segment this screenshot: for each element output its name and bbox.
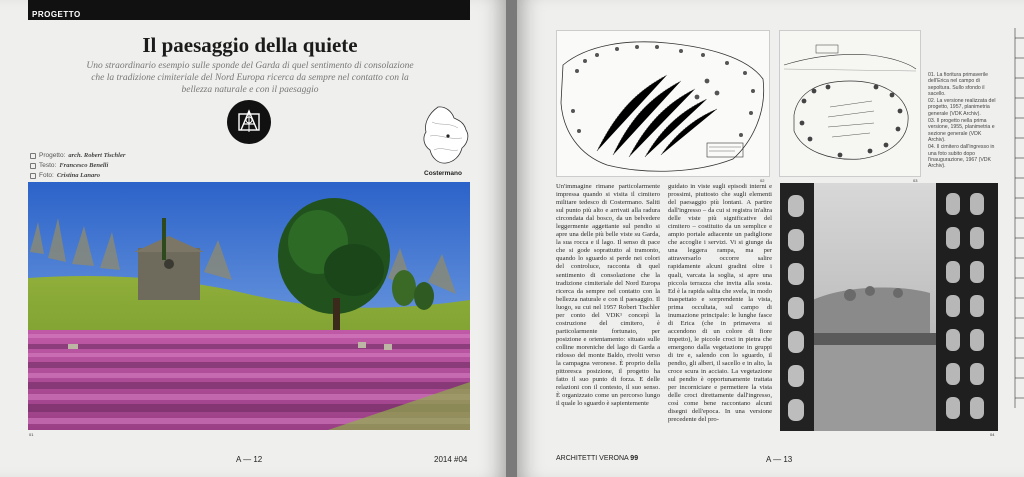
figure-number: 04	[990, 432, 995, 437]
location-map-icon	[418, 104, 472, 166]
credit-label: Foto:	[39, 172, 54, 179]
credit-row	[30, 161, 125, 171]
section-label: PROGETTO	[32, 10, 81, 19]
building-icon	[30, 153, 36, 159]
credit-row	[30, 151, 125, 161]
credit-value: arch. Robert Tischler	[68, 152, 126, 159]
figure-number: 03	[913, 178, 918, 183]
credits-block	[30, 151, 125, 181]
photo-number: 01	[29, 432, 34, 437]
map-label: Costermano	[424, 170, 462, 177]
folio-left: A — 12	[236, 455, 263, 464]
caption: 03. Il progetto nella prima versione, 1955, planimetria e sezione generale (VDK Archiv).	[928, 118, 995, 143]
left-page	[0, 0, 506, 477]
figure-captions	[928, 72, 1000, 170]
caption: 04. Il cimitero dall'ingresso in una foto subito dopo l'inaugurazione, 1967 (VDK Archiv).	[928, 144, 995, 170]
credit-row	[30, 171, 125, 181]
brand-name: ARCHITETTI VERONA	[556, 455, 629, 462]
caption: 02. La versione realizzata del progetto, 1957, planimetria generale (VDK Archiv).	[928, 98, 996, 117]
page-number: 99	[630, 455, 639, 462]
section-bar	[28, 0, 470, 20]
camera-icon	[30, 173, 36, 179]
spine-gutter	[506, 0, 517, 477]
body-column-2: guidato in viste sugli episodi interni e prossimi, piuttosto che sugli elementi del paesaggio più lontani. A partire dall'ingresso – da cui si registra in'altra delle viste più significative del cimitero – costituito da un semplice e ampio portale adiacente un padiglione che accoglie i servizi. Vi si giunge da una leggera rampa, ma per attraversarlo occorre salire rapidamente alcuni gradini oltre i quali, varcata la soglia, si apre una piccola terrazza che invita alla sosta. Ed è la rapida salita che svela, in modo inaspettato e sorprendente la vista, prima occultata, sul campo di inumazione principale: le lunghe fasce di Erica (che in primavera si accendono di un colore di fiore impetto), le piccole croci in pietra che emergono dalla vegetazione in gruppi di tre e, salendo con lo sguardo, il pendio, gli alberi, il sacello e in alto, la croce scura in acciaio. La vegetazione sul pendio è opportunamente trattata per incorniciare e permettere la vista delle croci direttamente dall'ingresso, così come bene raccontano alcuni disegni dell'epoca. In una versione precedente del pro-	[668, 183, 772, 424]
pen-icon	[30, 163, 36, 169]
folio-issue: 2014 #04	[434, 455, 468, 464]
page-edge-ruler	[1007, 28, 1024, 408]
cemetery-color-photo	[28, 182, 470, 430]
folio-right: A — 13	[766, 455, 793, 464]
site-plan-1955	[779, 30, 921, 177]
site-plan-1957	[556, 30, 770, 177]
folio-brand	[556, 455, 638, 462]
credit-value: Cristina Lanaro	[56, 172, 100, 179]
figure-number: 02	[760, 178, 765, 183]
body-column-1: Un'immagine rimane particolarmente impressa quando si visita il cimitero militare tedesco di Costermano. Saliti sul punto più alto e arrivati alla radura circondata dal bosco, da un belvedere leggermente aggettante sul pendio si apre una delle più belle viste su Garda, la sua rocca e il lago. Il senso di pace che si gode soprattutto al tramonto, quando lo sguardo si perde nei colori del controluce, racconta di quel sentimento di consolazione che la tradizione cimiteriale del Nord Europa ricerca da sempre nel contatto con la bellezza naturale e con il paesaggio. Il luogo, su cui nel 1957 Robert Tischler per conto del VDK¹ concepì la costruzione del cimitero, è particolarmente fortunato, per posizione e orientamento: situato sulle colline moreniche del lago di Garda a ridosso del monte Baldo, rivolti verso la campagna veronese. È proprio della pittoresca posizione, il progetto ha fatto il suo punto di forza. E delle relazioni con il contesto, il suo senso. È organizzato come un percorso lungo il quale lo sguardo è sapientemente	[556, 183, 660, 408]
caption: 01. La fioritura primaverile dell'Erica nel campo di sepoltura. Sullo sfondo il sacello.	[928, 72, 988, 97]
credit-value: Francesco Benelli	[59, 162, 109, 169]
credit-label: Progetto:	[39, 152, 66, 159]
article-title: Il paesaggio della quiete	[142, 33, 358, 57]
credit-label: Testo:	[39, 162, 57, 169]
project-emblem-icon	[227, 100, 271, 144]
entrance-gate-bw-photo	[780, 183, 998, 431]
article-subtitle: Uno straordinario esempio sulle sponde del Garda di quel sentimento di consolazione che la tradizione cimiteriale del Nord Europa ricerca da sempre nel contatto con la bellezza naturale e con il paesaggio	[86, 61, 414, 95]
